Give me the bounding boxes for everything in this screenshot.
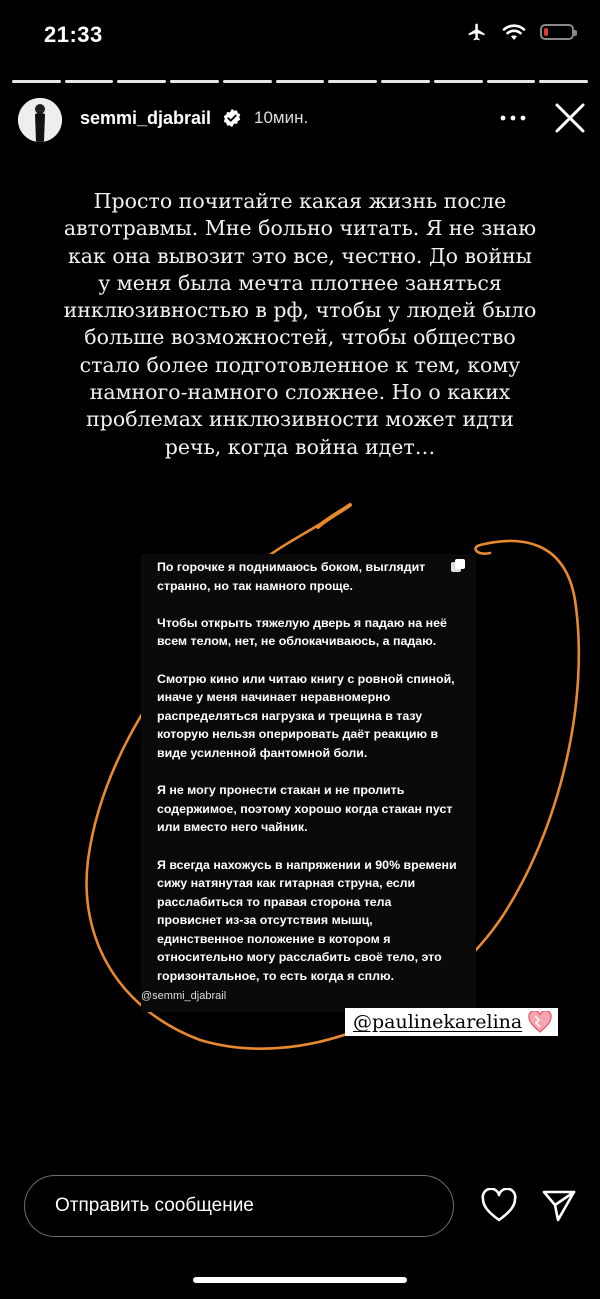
time-ago: 10мин. (254, 108, 309, 127)
wifi-icon (502, 23, 526, 41)
story-progress-segment (434, 80, 483, 83)
story-progress-segment (328, 80, 377, 83)
avatar[interactable] (18, 98, 62, 142)
username[interactable]: semmi_djabrail (80, 108, 212, 128)
close-icon[interactable] (552, 100, 588, 136)
mention-text: @paulinekarelina (353, 1011, 523, 1033)
message-input-placeholder: Отправить сообщение (55, 1195, 254, 1216)
message-input[interactable] (24, 1175, 454, 1237)
heart-icon[interactable] (480, 1188, 518, 1224)
copy-icon (450, 558, 466, 574)
story-progress-segment (12, 80, 61, 83)
card-paragraph: По горочке я поднимаюсь боком, выглядит странно, но так намного проще. (157, 560, 426, 593)
story-caption: Просто почитайте какая жизнь после автотравмы. Мне больно читать. Я не знаю как она вывозит это все, честно. До войны у меня была мечта плотнее заняться инклюзивностью в рф, чтобы у людей было больше возможностей, чтобы общество стало более подготовленное к тем, кому намного-намного сложнее. Но о каких проблемах инклюзивности может идти речь, когда война идет… (63, 189, 537, 459)
card-text (157, 558, 459, 1004)
card-handle: @semmi_djabrail (141, 990, 227, 1002)
battery-level (544, 28, 548, 36)
status-time: 21:33 (44, 22, 103, 47)
verified-badge-icon (222, 108, 242, 128)
send-icon[interactable] (540, 1188, 578, 1224)
quoted-screenshot-card[interactable] (141, 554, 476, 1012)
story-progress-segment (487, 80, 536, 83)
card-paragraph: Я всегда нахожусь в напряжении и 90% времени сижу натянутая как гитарная струна, если расслабиться то правая сторона тела провиснет из-за отсутствия мышц, единственное положение в котором я относительно могу расслабить своё тело, это горизонтальное, то есть когда я сплю. (157, 857, 457, 984)
story-progress-segment (223, 80, 272, 83)
status-bar (0, 0, 600, 70)
battery-icon (540, 24, 574, 40)
card-paragraph: Чтобы открыть тяжелую дверь я падаю на неё всем телом, нет, не облокачиваюсь, а падаю. (157, 615, 447, 649)
status-icons (466, 22, 574, 42)
card-paragraph: Я не могу пронести стакан и не пролить содержимое, поэтому хорошо когда стакан пуст или вместо него чайник. (157, 783, 453, 835)
airplane-icon (466, 22, 488, 42)
story-progress-segment (65, 80, 114, 83)
story-progress-segment (539, 80, 588, 83)
card-paragraph: Смотрю кино или читаю книгу с ровной спиной, иначе у меня начинает неравномерно распределяться нагрузка и трещина в тазу которую нельзя оперировать даёт реакцию в виде усиленной фантомной боли. (157, 671, 455, 760)
story-progress (12, 80, 588, 83)
story-header (0, 96, 600, 146)
more-dots-icon[interactable] (498, 106, 528, 130)
story-progress-segment (170, 80, 219, 83)
story-progress-segment (381, 80, 430, 83)
home-indicator (193, 1277, 407, 1283)
heart-sticker-icon (528, 1011, 552, 1033)
avatar-image (18, 98, 62, 142)
story-progress-segment (276, 80, 325, 83)
story-progress-segment (117, 80, 166, 83)
mention-sticker[interactable] (345, 1008, 558, 1036)
